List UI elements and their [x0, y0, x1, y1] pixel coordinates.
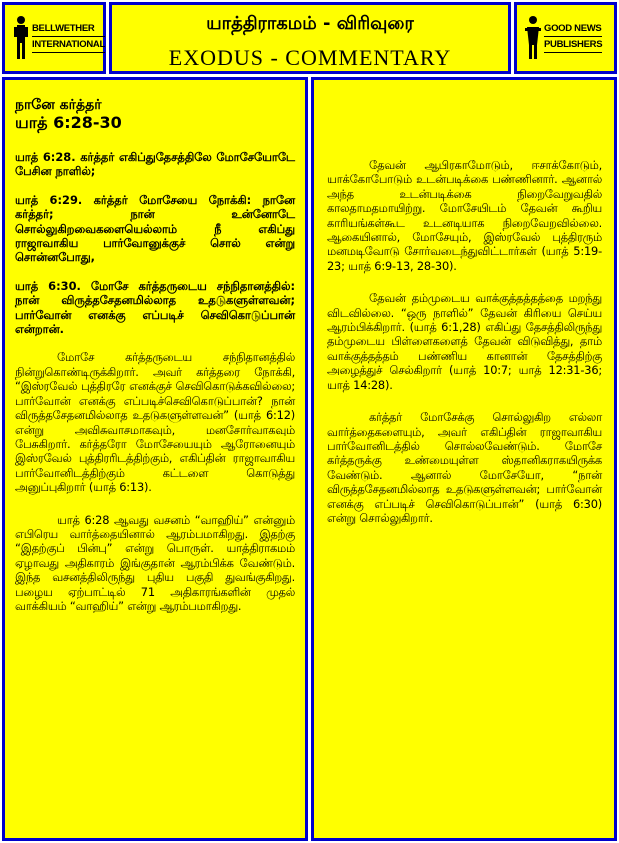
commentary-paragraph: கர்த்தர் மோசேக்கு சொல்லுகிற எல்லா வார்த்தைகளையும், அவர் எகிப்தின் ராஜாவாகிய பார்வோனிடத்தில் சொல்லவேண்டும். மோசே கர்த்தருக்கு உண்மையுள்ள ஸ்தானிகராகயிருக்க வேண்டும். ஆனால் மோசேயோ, “நான் விருத்தசேதனமில்லாத உதடுகளுள்ளவன்; பார்வோன் எனக்கு எப்படிச் செவிகொடுப்பான்” (யாத் 6:30) என்று சொல்லுகிறார்.	[327, 410, 602, 525]
bellwether-logo-line1: BELLWETHER	[32, 22, 105, 37]
verse-6-29: யாத் 6:29. கர்த்தர் மோசேயை நோக்கி: நானே கர்த்தர்; நான் உன்னோடே சொல்லுகிறவைகளையெல்லாம் நீ எகிப்து ராஜாவாகிய பார்வோனுக்குச் சொல் என்று சொன்னபோது,	[15, 192, 295, 265]
commentary-paragraph: யாத் 6:28 ஆவது வசனம் “வாஹிய்” என்னும் எபிரெய வார்த்தையினால் ஆரம்பமாகிறது. இதற்கு “இதற்குப் பின்பு” என்று பொருள். யாத்திராகமம் ஏழாவது அதிகாரம் இங்குதான் ஆரம்பிக்க வேண்டும். இந்த வசனத்திலிருந்து புதிய பகுதி துவங்குகிறது. பழைய ஏற்பாட்டில் 71 அதிகாரங்களின் முதல் வாக்கியம் “வாஹிய்” என்று ஆரம்பமாகிறது.	[15, 512, 295, 613]
good-news-figure-icon	[525, 15, 541, 61]
header-title-box	[109, 2, 511, 74]
header-left-logo-box	[2, 2, 106, 74]
good-news-logo	[525, 15, 610, 61]
bellwether-logo-text	[32, 22, 105, 54]
left-column-content	[15, 96, 295, 631]
bellwether-figure-icon	[13, 15, 29, 61]
commentary-paragraph: மோசே கர்த்தருடைய சந்நிதானத்தில் நின்றுகொண்டிருக்கிறார். அவர் கர்த்தரை நோக்கி, “இஸ்ரவேல் புத்திரரே எனக்குச் செவிகொடுக்கவில்லை; பார்வோன் எனக்கு எப்படிச்செவிகொடுப்பான்? நான் விருத்தசேதனமில்லாத உதடுகளுள்ளவன்” (யாத் 6:12) என்று அவிசுவாசமாகவும், மனசோர்வாகவும் பேசுகிறார். கர்த்தரோ மோசேயையும் ஆரோனையும் இஸ்ரவேல் புத்திரரிடத்திற்கும், எகிப்தின் ராஜாவாகிய பார்வோனிடத்திற்கும் கட்டளை கொடுத்து அனுப்புகிறார் (யாத் 6:13).	[15, 350, 295, 495]
section-heading	[15, 96, 295, 132]
section-heading-title: நானே கர்த்தர்	[15, 97, 102, 113]
section-heading-ref: யாத் 6:28-30	[15, 113, 122, 132]
verse-6-30: யாத் 6:30. மோசே கர்த்தருடைய சந்நிதானத்தில்: நான் விருத்தசேதனமில்லாத உதடுகளுள்ளவன்; பார்வோன் எனக்கு எப்படிச் செவிகொடுப்பான் என்றான்.	[15, 278, 295, 337]
right-column	[311, 77, 617, 841]
commentary-paragraph: தேவன் ஆபிரகாமோடும், ஈசாக்கோடும், யாக்கோபோடும் உடன்படிக்கை பண்ணினார். ஆனால் அந்த உடன்படிக்கை நிறைவேறுவதில் காலதாமதமாயிற்று. மோசேயிடம் தேவன் கூறிய காரியங்கள்கூட உடனடியாக நிறைவேறவில்லை. ஆகையினால், மோசேயும், இஸ்ரவேல் புத்திரரும் மனமடிவோடு சோர்வடைந்துவிட்டார்கள் (யாத் 5:19-23; யாத் 6:9-13, 28-30).	[327, 158, 602, 273]
good-news-logo-text	[544, 22, 602, 54]
left-column	[2, 77, 308, 841]
page-title-tamil: யாத்திராகமம் - விரிவுரை	[206, 13, 414, 34]
header-right-logo-box	[514, 2, 617, 74]
good-news-logo-line1: GOOD NEWS	[544, 22, 602, 37]
verse-6-28: யாத் 6:28. கர்த்தர் எகிப்துதேசத்திலே மோசேயோடே பேசின நாளில்;	[15, 150, 295, 179]
bellwether-logo-line2: INTERNATIONAL	[32, 38, 105, 53]
page-title-english: EXODUS - COMMENTARY	[168, 45, 452, 70]
good-news-logo-line2: PUBLISHERS	[544, 38, 602, 53]
bellwether-logo	[13, 15, 105, 61]
right-column-content	[327, 158, 602, 543]
commentary-paragraph: தேவன் தம்முடைய வாக்குத்தத்தத்தை மறந்து விடவில்லை. “ஒரு நாளில்” தேவன் கிரியை செய்ய ஆரம்பிக்கிறார். (யாத் 6:1,28) எகிப்து தேசத்திலிருந்து தம்முடைய பிள்ளைகளைத் தேவன் விடுவித்து, தாம் வாக்குத்தத்தம் பண்ணிய கானான் தேசத்திற்கு அழைத்துச் செல்கிறார் (யாத் 10:7; யாத் 12:31-36; யாத் 14:28).	[327, 291, 602, 392]
